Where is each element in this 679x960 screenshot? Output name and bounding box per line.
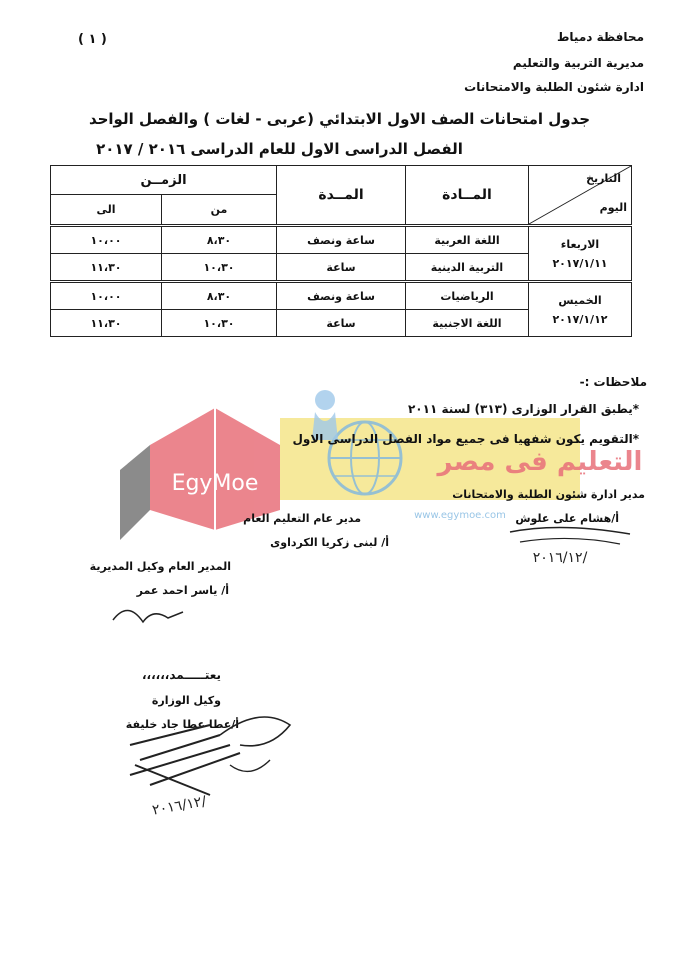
document-subtitle: الفصل الدراسى الاول للعام الدراسى ٢٠١٦ / ٢٠١٧ bbox=[96, 140, 463, 158]
sig-date-lower: ٢٠١٦/١٢/ bbox=[151, 793, 208, 819]
signature-scribble-icon bbox=[500, 520, 640, 570]
note-item: *يطبق القرار الوزارى (٣١٣) لسنة ٢٠١١ bbox=[407, 402, 639, 416]
day-cell bbox=[529, 282, 632, 337]
from-cell: ١٠،٣٠ bbox=[162, 310, 277, 337]
day-date: ٢٠١٧/١/١١ bbox=[552, 256, 608, 270]
exam-director-title: مدير ادارة شئون الطلبة والامتحانات bbox=[452, 488, 645, 501]
table-row bbox=[51, 282, 632, 310]
header-from: من bbox=[162, 195, 277, 226]
directorate-label: مديرية التربية والتعليم bbox=[512, 56, 644, 70]
ministry-title: وكيل الوزارة bbox=[151, 694, 221, 707]
header-to: الى bbox=[51, 195, 162, 226]
to-cell: ١١،٣٠ bbox=[51, 254, 162, 282]
from-cell: ١٠،٣٠ bbox=[162, 254, 277, 282]
from-cell: ٨،٣٠ bbox=[162, 226, 277, 254]
header-day: اليوم bbox=[599, 201, 627, 214]
exam-director-name: أ/هشام على علوش bbox=[515, 512, 619, 525]
table-row bbox=[51, 226, 632, 254]
page-number: ( ١ ) bbox=[78, 32, 107, 47]
subject-cell: الرياضيات bbox=[406, 282, 529, 310]
note-item: *التقويم يكون شفهيا فى جميع مواد الفصل الدراسى الاول bbox=[292, 432, 639, 446]
watermark-url: www.egymoe.com bbox=[414, 510, 506, 521]
signature-scribble-icon bbox=[120, 705, 310, 819]
header-subject: المــادة bbox=[406, 166, 529, 226]
signature-scribble-icon bbox=[108, 600, 188, 630]
from-cell: ٨،٣٠ bbox=[162, 282, 277, 310]
governorate-label: محافظة دمياط bbox=[556, 30, 644, 44]
subject-cell: التربية الدينية bbox=[406, 254, 529, 282]
to-cell: ١٠،٠٠ bbox=[51, 282, 162, 310]
notes-title: ملاحظات :- bbox=[579, 375, 647, 389]
duration-cell: ساعة bbox=[277, 254, 406, 282]
watermark-brand: EgyMoe bbox=[171, 471, 259, 496]
exam-schedule-table bbox=[50, 165, 632, 337]
department-label: ادارة شئون الطلبة والامتحانات bbox=[464, 80, 644, 94]
to-cell: ١١،٣٠ bbox=[51, 310, 162, 337]
day-name: الخميس bbox=[558, 293, 602, 307]
header-duration: المــدة bbox=[277, 166, 406, 226]
header-date: التاريخ bbox=[586, 172, 621, 185]
subject-cell: اللغة العربية bbox=[406, 226, 529, 254]
document-title: جدول امتحانات الصف الاول الابتدائي (عربى - لغات ) والفصل الواحد bbox=[88, 110, 591, 128]
date-day-header bbox=[529, 166, 632, 226]
deputy-name: أ/ ياسر احمد عمر bbox=[136, 584, 229, 597]
day-name: الاربعاء bbox=[560, 237, 600, 251]
duration-cell: ساعة bbox=[277, 310, 406, 337]
to-cell: ١٠،٠٠ bbox=[51, 226, 162, 254]
sig-date-upper: ٢٠١٦/١٢/ bbox=[532, 550, 588, 566]
header-time: الزمــن bbox=[51, 166, 277, 195]
approve-label: يعتـــــمد،،،،،، bbox=[141, 668, 221, 682]
general-ed-name: أ/ لبنى زكريا الكرداوى bbox=[270, 536, 389, 549]
day-date: ٢٠١٧/١/١٢ bbox=[552, 312, 608, 326]
watermark-arabic: التعليم فى مصر bbox=[437, 447, 643, 477]
duration-cell: ساعة ونصف bbox=[277, 282, 406, 310]
day-cell bbox=[529, 226, 632, 282]
general-ed-title: مدير عام التعليم العام bbox=[243, 512, 361, 525]
subject-cell: اللغة الاجنبية bbox=[406, 310, 529, 337]
deputy-title: المدير العام وكيل المديرية bbox=[89, 560, 231, 573]
duration-cell: ساعة ونصف bbox=[277, 226, 406, 254]
ministry-name: أ/عطا عطا جاد خليفة bbox=[125, 718, 239, 731]
